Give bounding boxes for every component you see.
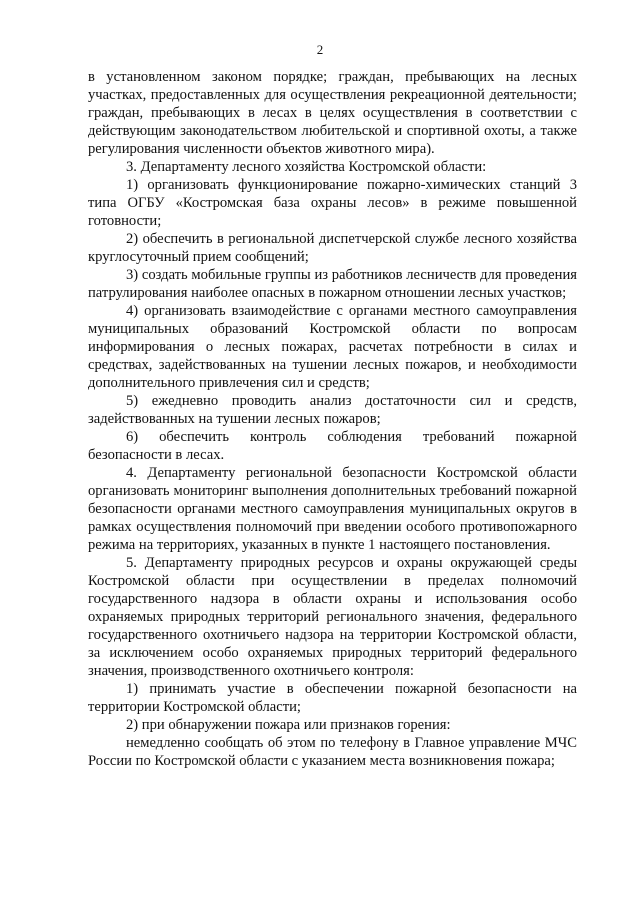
paragraph-subitem-5-1: 1) принимать участие в обеспечении пожарной безопасности на территории Костромской области; — [88, 681, 577, 715]
paragraph-item-3: 3. Департаменту лесного хозяйства Костромской области: — [126, 159, 487, 175]
paragraph-subitem-3-3: 3) создать мобильные группы из работников лесничеств для проведения патрулирования наиболее опасных в пожарном отношении лесных участков; — [88, 267, 577, 301]
paragraph-subitem-3-5: 5) ежедневно проводить анализ достаточности сил и средств, задействованных на тушении лесных пожаров; — [88, 393, 577, 427]
paragraph-subitem-5-2-detail: немедленно сообщать об этом по телефону в Главное управление МЧС России по Костромской области с указанием места возникновения пожара; — [88, 735, 577, 769]
paragraph-item-5: 5. Департаменту природных ресурсов и охраны окружающей среды Костромской области при осуществлении в пределах полномочий государственного надзора в области охраны и использования особо охраняемых природных территорий регионального значения, федерального государственного охотничьего надзора на территории Костромской области, за исключением особо охраняемых природных территорий федерального значения, производственного охотничьего контроля: — [88, 555, 577, 679]
paragraph-subitem-3-1: 1) организовать функционирование пожарно-химических станций 3 типа ОГБУ «Костромская база охраны лесов» в режиме повышенной готовности; — [88, 177, 577, 229]
page-number: 2 — [316, 42, 324, 57]
paragraph-subitem-3-6: 6) обеспечить контроль соблюдения требований пожарной безопасности в лесах. — [88, 429, 577, 463]
paragraph-item-4: 4. Департаменту региональной безопасности Костромской области организовать мониторинг выполнения дополнительных требований пожарной безопасности органами местного самоуправления муниципальных округов в рамках осуществления полномочий при введении особого противопожарного режима на территориях, указанных в пункте 1 настоящего постановления. — [88, 465, 577, 553]
paragraph-subitem-3-4: 4) организовать взаимодействие с органами местного самоуправления муниципальных образований Костромской области по вопросам информирования о лесных пожарах, расчетах потребности в силах и средствах, задействованных на тушении лесных пожаров, и необходимости дополнительного привлечения сил и средств; — [88, 303, 577, 391]
document-body — [88, 68, 577, 770]
paragraph-subitem-5-2: 2) при обнаружении пожара или признаков горения: — [126, 717, 451, 733]
paragraph-continuation: в установленном законом порядке; граждан, пребывающих на лесных участках, предоставленных для осуществления рекреационной деятельности; граждан, пребывающих в лесах в целях осуществления в соответствии с действующим законодательством любительской и спортивной охоты, а также регулирования численности объектов животного мира). — [88, 69, 577, 157]
paragraph-subitem-3-2: 2) обеспечить в региональной диспетчерской службе лесного хозяйства круглосуточный прием сообщений; — [88, 231, 577, 265]
